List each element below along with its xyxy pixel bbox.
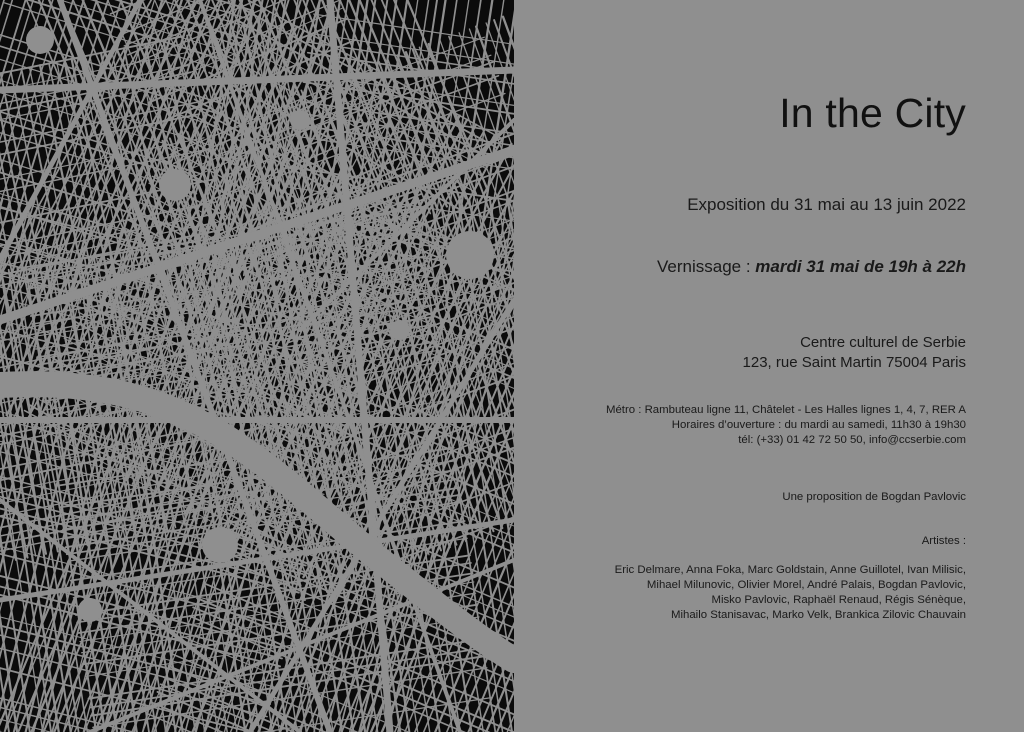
artists-line: Misko Pavlovic, Raphaël Renaud, Régis Sénèque, [711,594,966,606]
opening-hours: Horaires d’ouverture : du mardi au samedi, 11h30 à 19h30 [671,419,966,431]
exhibition-dates: Exposition du 31 mai au 13 juin 2022 [687,195,966,214]
artists-label: Artistes : [921,535,966,547]
venue-name: Centre culturel de Serbie [800,334,966,351]
metro-info: Métro : Rambuteau ligne 11, Châtelet - Les Halles lignes 1, 4, 7, RER A [605,404,966,416]
vernissage [657,257,966,277]
practical-info [606,403,966,448]
vernissage-label: Vernissage : [657,257,756,276]
artists-list [615,563,966,623]
curator-credit: Une proposition de Bogdan Pavlovic [782,491,966,503]
artists-line: Mihailo Stanisavac, Marko Velk, Brankica Zilovic Chauvain [670,609,966,621]
artists-line: Eric Delmare, Anna Foka, Marc Goldstain, Anne Guillotel, Ivan Milisic, [614,564,966,576]
vernissage-time: mardi 31 mai de 19h à 22h [755,257,966,276]
invitation-text [520,0,966,732]
artists-line: Mihael Milunovic, Olivier Morel, André Palais, Bogdan Pavlovic, [646,579,966,591]
exhibition-title: In the City [779,90,966,136]
contact-info: tél: (+33) 01 42 72 50 50, info@ccserbie.com [738,434,966,446]
venue-address: 123, rue Saint Martin 75004 Paris [742,354,966,371]
venue-block [743,333,966,373]
